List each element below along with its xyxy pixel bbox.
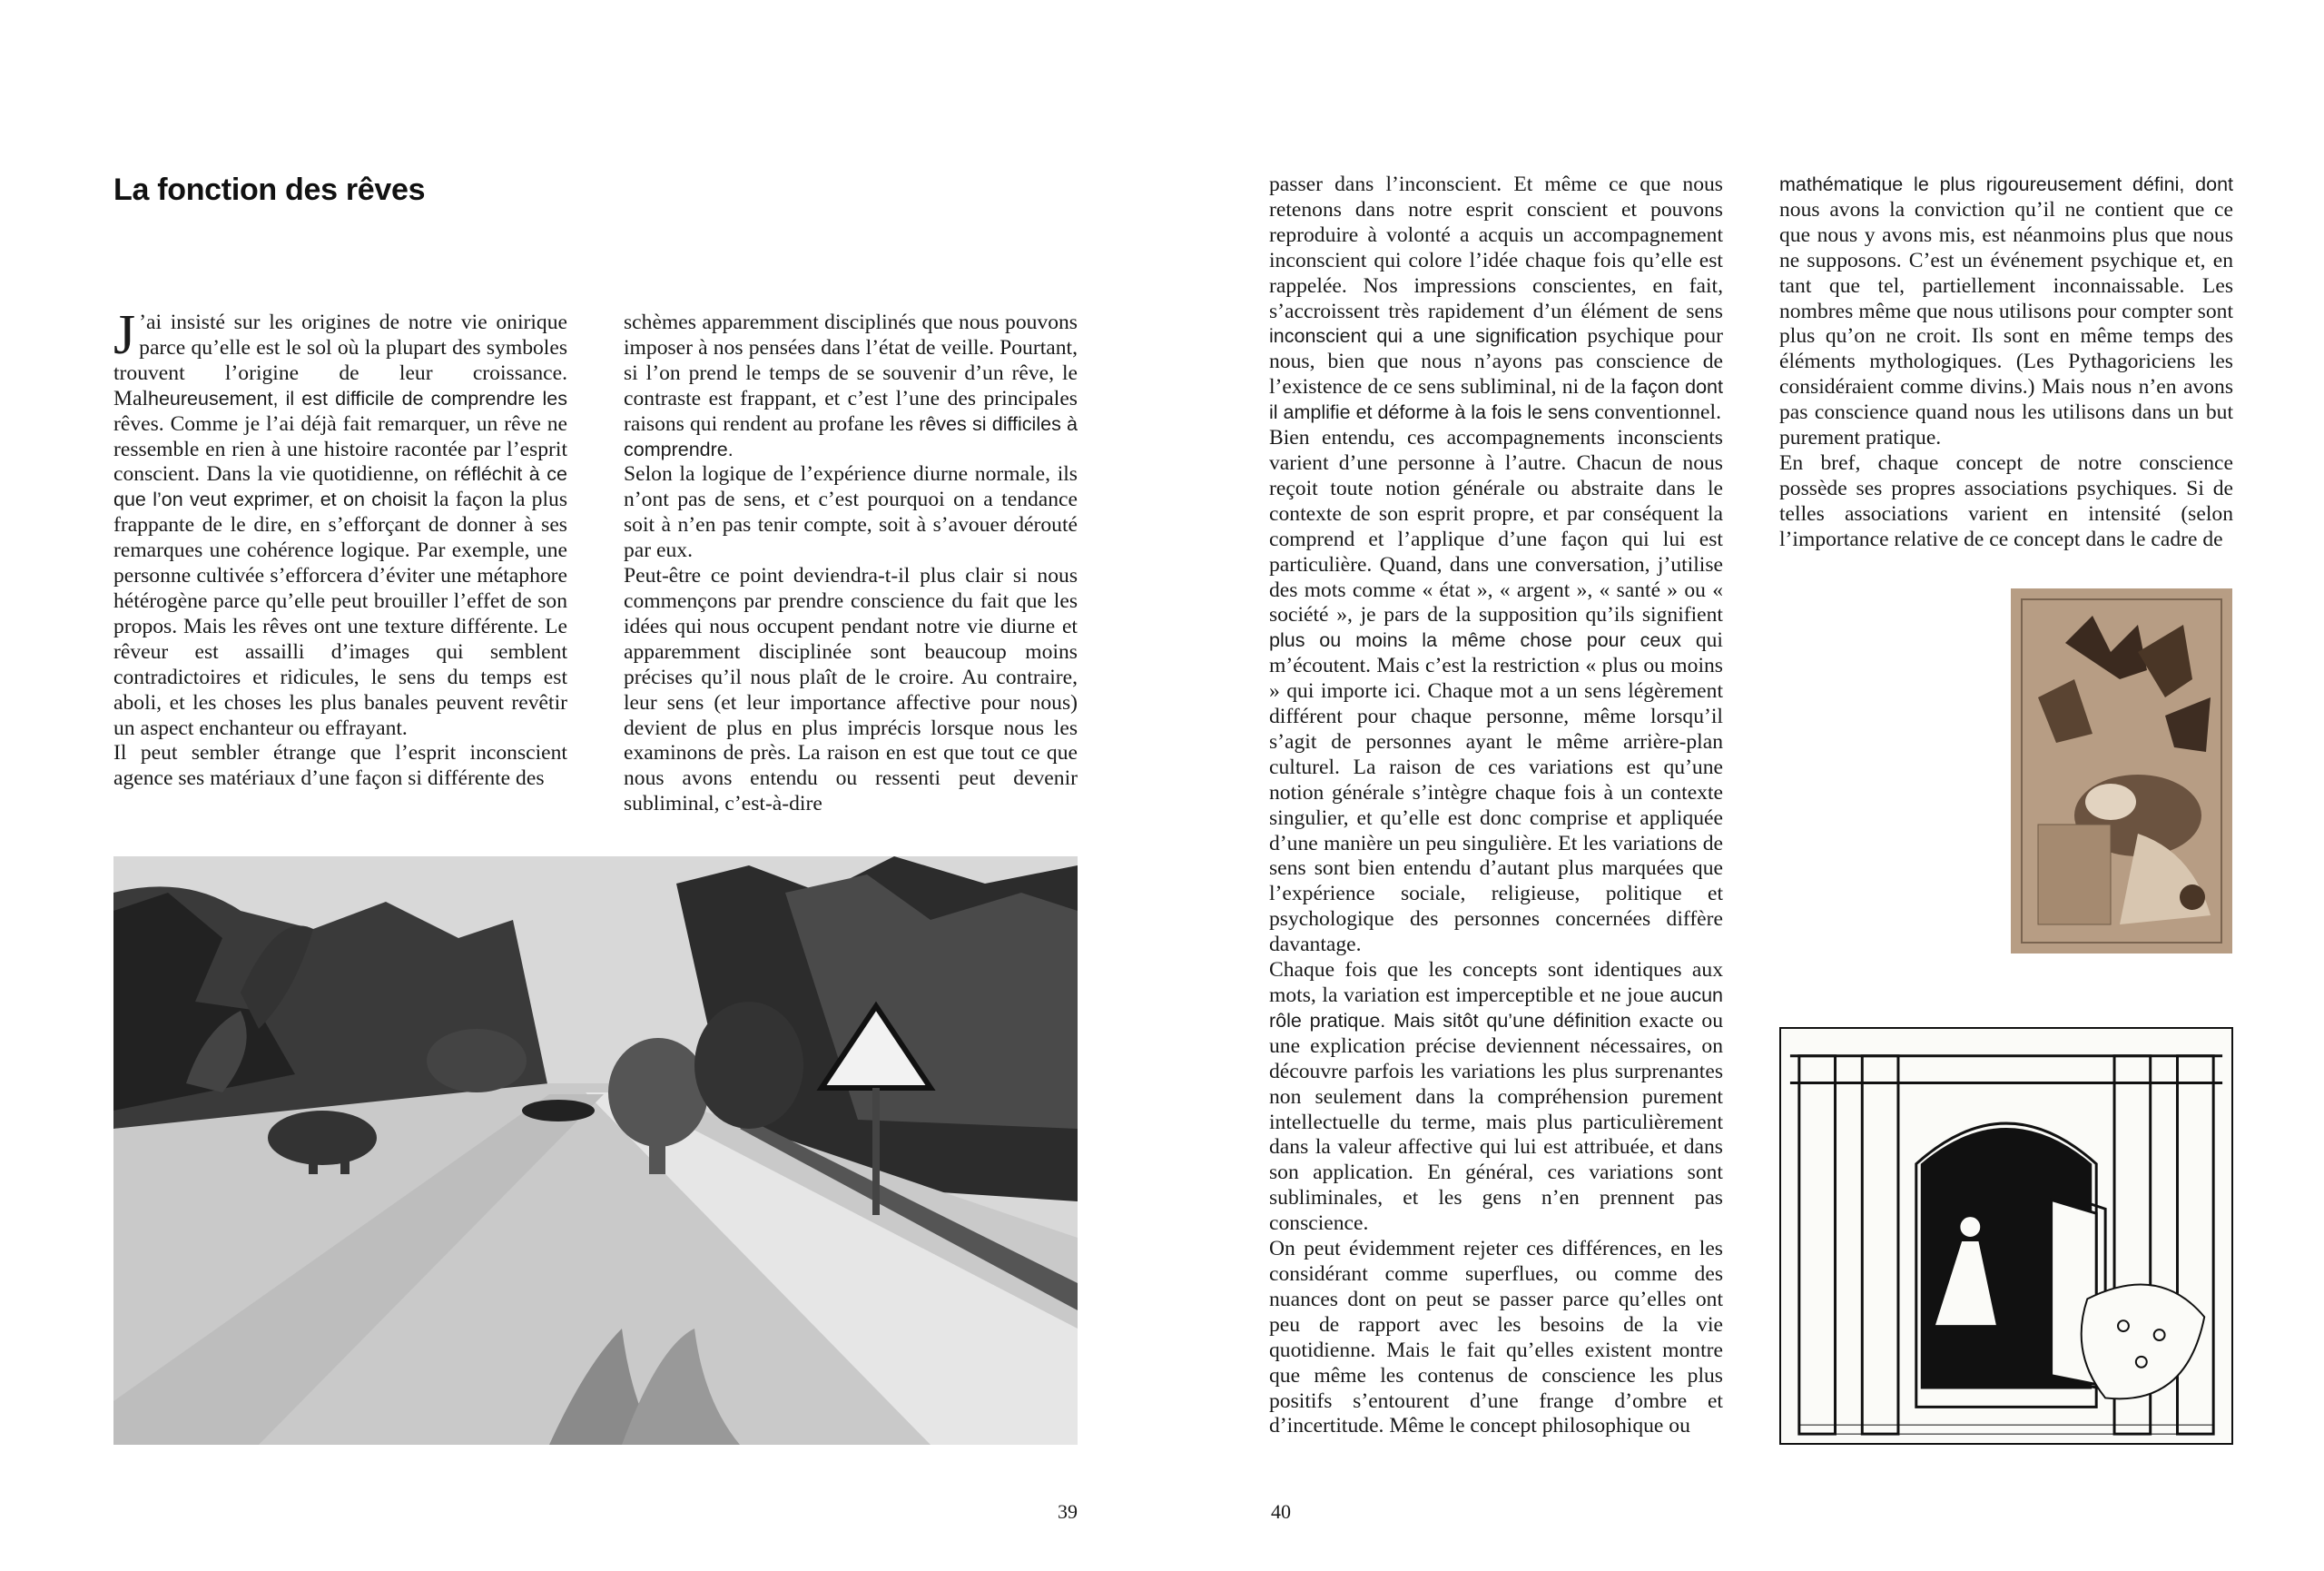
text-run: rêves. Comme je l’ai déjà fait remarquer, un rêve ne ressemble en rien à une histoire racontée par l’esprit conscient. Dans la vie quotidienne, on: [113, 411, 567, 487]
paragraph: [624, 311, 1078, 462]
paragraph: [1779, 173, 2233, 451]
text-column-1: [113, 304, 567, 792]
paragraph: Il peut sembler étrange que l’esprit inconscient agence ses matériaux d’une façon si différente des: [113, 741, 567, 791]
text-run: la façon la plus frappante de le dire, en s’efforçant de donner à ses remarques une cohérence logique. Par exemple, une personne cultivée s’efforcera d’éviter une métaphore hétérogène parce qu’elle peut brouiller l’effet de son propos. Mais les rêves ont une texture différente. Le rêveur est assailli d’images qui semblent contradictoires et ridicules, le sens du temps est aboli, et les choses les plus banales peuvent revêtir un aspect enchanteur ou effrayant.: [113, 488, 567, 740]
text-run: nous avons la conviction qu’il ne contient que ce que nous y avons mis, est néanmoins plus que nous ne supposons. C’est un événement psychique et, en tant que tel, partiellement inconnaissable. Les nombres même que nous utilisons pour compter sont plus qu’on ne croit. Ils sont en même temps des éléments mythologiques. (Les Pythagoriciens les considéraient comme divins.) Mais nous n’en avons pas conscience quand nous les utilisons dans un but purement pratique.: [1779, 197, 2233, 450]
text-run: passer dans l’inconscient. Et même ce que nous retenons dans notre esprit conscient et pouvons reproduire à volonté a acquis un accompagnement inconscient qui colore l’idée chaque fois qu’elle est rappelée. Nos impressions conscientes, en fait, s’accroissent très rapidement d’un élément de sens: [1269, 173, 1723, 323]
text-run: exacte ou une explication précise deviennent nécessaires, on découvre parfois les variations les plus surprenantes non seulement dans la compréhension purement intellectuelle du terme, mais plus particulièrement dans la valeur affective qui lui est attribuée, et dans son application. En général, ces variations sont subliminales, et les gens n’en prennent pas conscience.: [1269, 1008, 1723, 1236]
paragraph: En bref, chaque concept de notre conscience possède ses propres associations psychiques. Si de telles associations varient en intensité (selon l’importance relative de ce concept dans le cadre de: [1779, 450, 2233, 551]
goya-etching-icon: [2011, 588, 2232, 953]
text-column-4: [1779, 173, 2233, 553]
text-run: ’ai insisté sur les origines de notre vie onirique parce qu’elle est le sol où la plupart des symboles trouvent l’origine de leur croissance. Mal: [113, 311, 567, 410]
paragraph: [1269, 958, 1723, 1237]
text-run: psychique pour nous, bien que nous n’ayons pas conscience de l’existence de ce sens subliminal, ni de la: [1269, 324, 1723, 400]
emphasis-run: rêves si difficiles à comprendre.: [624, 412, 1078, 460]
text-run: schèmes apparemment disciplinés que nous pouvons imposer à nos pensées dans l’état de veille. Pourtant, si l’on prend le temps de se souvenir d’un rêve, le contraste est frappant, et c’est l’une des principales raisons qui rendent au profane les: [624, 311, 1078, 436]
paragraph: Selon la logique de l’expérience diurne normale, ils n’ont pas de sens, et c’est pourquoi on a tendance soit à n’en pas tenir compte, soit à s’avouer dérouté par eux.: [624, 462, 1078, 563]
emphasis-run: façon dont il amplifie et déforme à la fois le sens: [1269, 376, 1723, 424]
emphasis-run: mathématique le plus rigoureusement défini, dont: [1779, 173, 2233, 195]
paragraph: [1269, 426, 1723, 958]
text-column-2: [624, 311, 1078, 817]
emphasis-run: inconscient qui a une signification: [1269, 325, 1578, 348]
emphasis-run: réfléchit à ce que l’on veut exprimer, et on choisit: [113, 463, 567, 511]
paragraph: Peut-être ce point deviendra-t-il plus clair si nous commençons par prendre conscience du fait que les idées qui nous occupent pendant notre vie diurne et apparemment disciplinée sont beaucoup moins précises qu’il nous plaît de le croire. Au contraire, leur sens (et leur importance affective pour nous) devient de plus en plus imprécis lorsque nous les examinons de près. La raison en est que tout ce que nous avons entendu ou ressenti peut devenir subliminal, c’est-à-dire: [624, 564, 1078, 816]
page-number-right: 40: [1271, 1500, 1291, 1523]
text-column-3: [1269, 173, 1723, 1439]
emphasis-run: heureusement, il est difficile de comprendre les: [148, 387, 567, 410]
emphasis-run: aucun rôle pratique. Mais sitôt qu’une définition: [1269, 984, 1723, 1032]
emphasis-run: plus ou moins la même chose pour ceux: [1269, 629, 1682, 652]
text-run: Chaque fois que les concepts sont identiques aux mots, la variation est imperceptible et ne joue: [1269, 958, 1723, 1007]
drop-cap: J: [113, 304, 136, 366]
dream-road-painting-icon: [113, 856, 1078, 1445]
text-run: qui m’écoutent. Mais c’est la restriction « plus ou moins » qui importe ici. Chaque mot a un sens légèrement différent pour chaque personne, même lorsqu’il s’agit de personnes ayant le même arrière-plan culturel. La raison de ces variations est qu’une notion générale s’intègre chaque fois à un contexte singulier, et qu’elle est donc comprise et appliquée d’une manière un peu singulière. Et les variations de sens sont bien entendu d’autant plus marquées que l’expérience sociale, religieuse, politique et psychologique des personnes concernées diffère davantage.: [1269, 628, 1723, 957]
text-run: Bien entendu, ces accompagnements inconscients varient d’une personne à l’autre. Chacun de nous reçoit toute notion générale ou abstraite dans le contexte de son esprit propre, et par conséquent la comprend et l’applique d’une façon qui lui est particulière. Quand, dans une conversation, j’utilise des mots comme « état », « argent », « santé » ou « société », je pars de la supposition qu’ils signifient: [1269, 426, 1723, 627]
page-number-left: 39: [1058, 1500, 1078, 1523]
paragraph: [1269, 173, 1723, 426]
woodcut-illustration-icon: [1779, 1027, 2233, 1445]
page-title: La fonction des rêves: [113, 173, 426, 207]
paragraph: On peut évidemment rejeter ces différences, en les considérant comme superflues, ou comme des nuances dont on peut se passer parce qu’elles ont peu de rapport avec les besoins de la vie quotidienne. Mais le fait qu’elles existent montre que même les contenus de conscience les plus positifs s’entourent d’une frange d’ombre et d’incertitude. Même le concept philosophique ou: [1269, 1237, 1723, 1438]
paragraph: [113, 304, 567, 741]
text-run: conventionnel.: [1589, 400, 1721, 425]
